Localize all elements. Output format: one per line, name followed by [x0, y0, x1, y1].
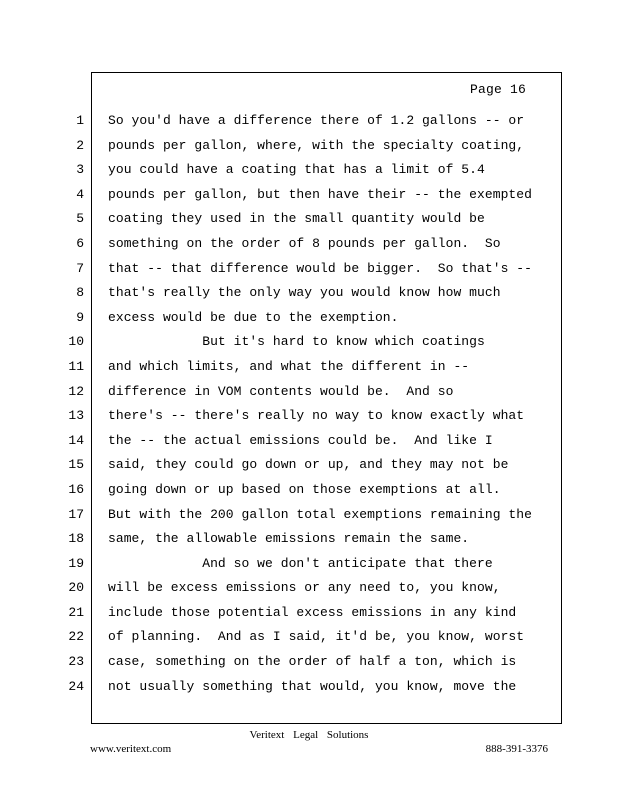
footer-website: www.veritext.com: [90, 743, 172, 755]
transcript-line: excess would be due to the exemption.: [108, 309, 399, 325]
transcript-text-column: [108, 112, 556, 702]
line-number: 12: [68, 383, 84, 399]
line-number: 16: [68, 481, 84, 497]
line-number: 24: [68, 678, 84, 694]
line-number: 19: [68, 555, 84, 571]
line-number: 23: [68, 654, 84, 670]
line-number: 9: [76, 309, 84, 325]
transcript-line: case, something on the order of half a ton, which is: [108, 654, 517, 670]
line-number-column: [66, 112, 84, 702]
transcript-line: include those potential excess emissions in any kind: [108, 604, 517, 620]
line-number: 17: [68, 506, 84, 522]
transcript-line: that's really the only way you would know how much: [108, 285, 501, 301]
line-number: 8: [76, 285, 84, 301]
line-number: 2: [76, 137, 84, 153]
page-number: Page 16: [470, 82, 527, 97]
line-number: 15: [68, 457, 84, 473]
footer-company: Veritext Legal Solutions: [249, 729, 369, 741]
transcript-line: of planning. And as I said, it'd be, you know, worst: [108, 629, 525, 645]
line-number: 7: [76, 260, 84, 276]
line-number: 18: [68, 531, 84, 547]
line-number: 11: [68, 358, 84, 374]
line-number: 22: [68, 629, 84, 645]
line-number: 13: [68, 408, 84, 424]
line-number: 14: [68, 432, 84, 448]
transcript-line: there's -- there's really no way to know exactly what: [108, 408, 525, 424]
line-number: 5: [76, 211, 84, 227]
transcript-line: the -- the actual emissions could be. And like I: [108, 432, 493, 448]
transcript-line: And so we don't anticipate that there: [108, 555, 493, 571]
transcript-line: But it's hard to know which coatings: [108, 334, 485, 350]
transcript-line: said, they could go down or up, and they may not be: [108, 457, 509, 473]
line-number: 20: [68, 580, 84, 596]
line-number: 4: [76, 186, 84, 202]
transcript-line: same, the allowable emissions remain the same.: [108, 531, 470, 547]
line-number: 10: [68, 334, 84, 350]
transcript-line: pounds per gallon, but then have their -- the exempted: [108, 186, 532, 202]
transcript-line: pounds per gallon, where, with the specialty coating,: [108, 137, 525, 153]
transcript-line: something on the order of 8 pounds per gallon. So: [108, 235, 501, 251]
transcript-line: So you'd have a difference there of 1.2 gallons -- or: [108, 113, 525, 128]
transcript-line: coating they used in the small quantity would be: [108, 211, 485, 227]
transcript-line: that -- that difference would be bigger. So that's --: [108, 260, 532, 276]
line-number: 3: [76, 162, 84, 178]
line-number: 6: [76, 235, 84, 251]
line-number: 21: [68, 604, 84, 620]
transcript-line: will be excess emissions or any need to, you know,: [108, 580, 501, 596]
transcript-line: and which limits, and what the different in --: [108, 358, 470, 374]
transcript-line: not usually something that would, you know, move the: [108, 678, 517, 694]
transcript-line: difference in VOM contents would be. And so: [108, 383, 454, 399]
transcript-line: you could have a coating that has a limit of 5.4: [108, 162, 485, 178]
footer-phone: 888-391-3376: [485, 743, 548, 755]
transcript-line: But with the 200 gallon total exemptions remaining the: [108, 506, 532, 522]
line-number: 1: [76, 113, 84, 128]
transcript-line: going down or up based on those exemptions at all.: [108, 481, 501, 497]
